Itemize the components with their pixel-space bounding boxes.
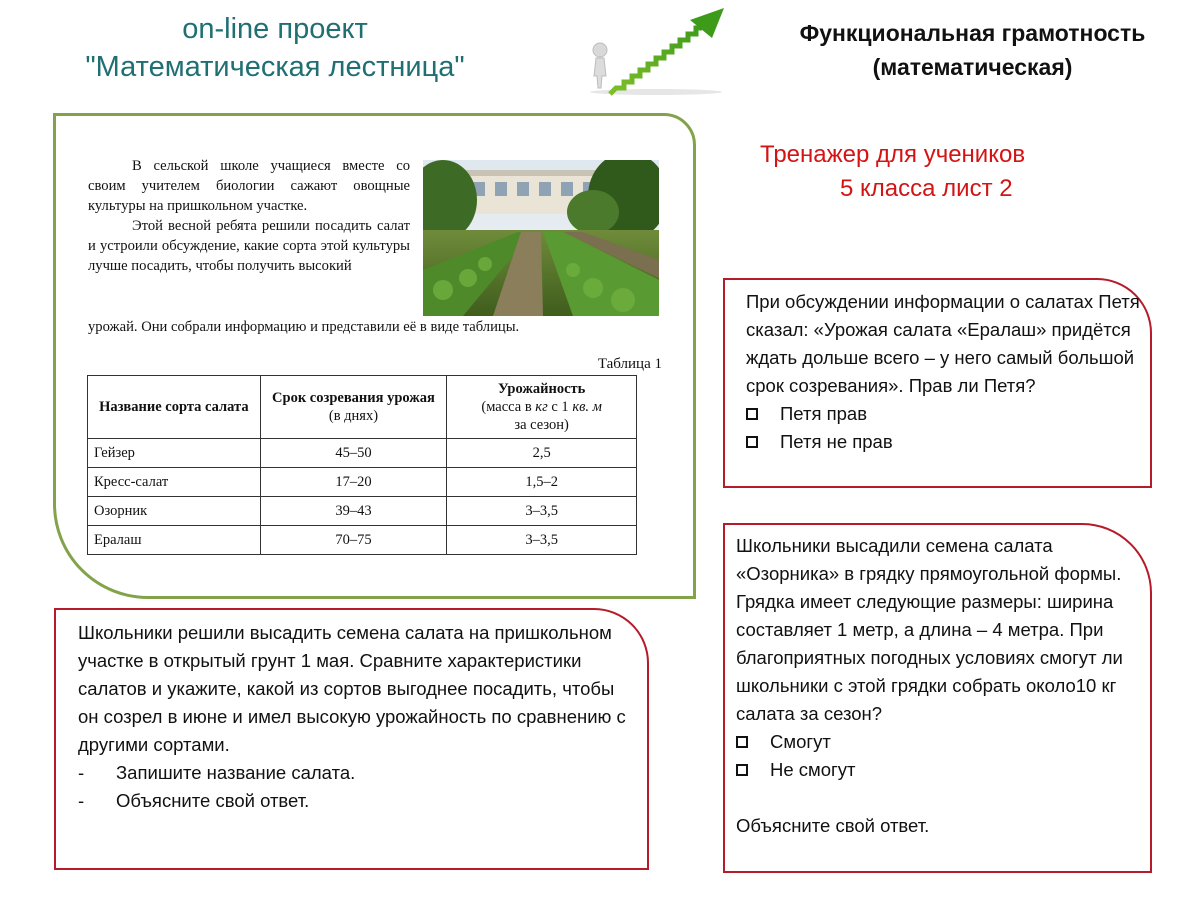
project-title-line1: on-line проект xyxy=(182,13,368,45)
header-variety-name: Название сорта салата xyxy=(88,376,261,439)
list-item-text: Запишите название салата. xyxy=(116,762,356,783)
row-yield: 3–3,5 xyxy=(447,497,637,526)
intro-text xyxy=(88,156,410,276)
yield-sub-part-a: (масса в xyxy=(481,399,536,415)
intro-paragraph-2: Этой весной ребята решили посадить салат и устроили обсуждение, какие сорта этой культуры лучше посадить, чтобы получить высокий xyxy=(88,218,410,274)
project-title-line2: "Математическая лестница" xyxy=(85,51,465,83)
project-title xyxy=(40,10,510,86)
row-yield: 2,5 xyxy=(447,439,637,468)
yield-sub-unit-kg: кг xyxy=(535,399,548,415)
list-item xyxy=(78,759,638,787)
task-planting xyxy=(78,619,638,815)
header-yield-label: Урожайность xyxy=(497,381,586,397)
row-ripening-days: 70–75 xyxy=(260,526,447,555)
table-row xyxy=(88,526,637,555)
header-ripening-label: Срок созревания урожая xyxy=(272,390,435,406)
option-label: Смогут xyxy=(770,731,831,752)
header-ripening xyxy=(260,376,447,439)
task-petya xyxy=(746,288,1141,456)
row-ripening-days: 17–20 xyxy=(260,468,447,497)
list-item-text: Объясните свой ответ. xyxy=(116,790,310,811)
trainer-line2: 5 класса лист 2 xyxy=(840,175,1013,202)
main-title-line1: Функциональная грамотность xyxy=(799,20,1146,46)
row-variety-name: Гейзер xyxy=(88,439,261,468)
explain-prompt: Объясните свой ответ. xyxy=(736,815,930,836)
row-variety-name: Кресс-салат xyxy=(88,468,261,497)
garden-photo xyxy=(423,160,659,316)
salad-varieties-table xyxy=(87,375,637,555)
option-label: Петя не прав xyxy=(780,431,893,452)
option-cannot[interactable] xyxy=(736,756,1141,784)
task-planting-question: Школьники решили высадить семена салата на пришкольном участке в открытый грунт 1 мая. Сравните характеристики салатов и укажите, какой из сортов выгоднее посадить, чтобы он созрел в июне и имел высокую урожайность по сравнению с другими сортами. xyxy=(78,622,626,755)
table-caption: Таблица 1 xyxy=(597,356,662,372)
header-yield-sub xyxy=(451,398,632,434)
option-can[interactable] xyxy=(736,728,1141,756)
intro-paragraph-1: В сельской школе учащиеся вместе со своим учителем биологии сажают овощные культуры на пришкольном участке. xyxy=(88,158,410,214)
option-petya-right[interactable] xyxy=(746,400,1141,428)
table-row xyxy=(88,468,637,497)
trainer-subtitle xyxy=(760,138,1090,206)
table-row xyxy=(88,497,637,526)
header-ripening-sub: (в днях) xyxy=(328,408,379,424)
row-yield: 1,5–2 xyxy=(447,468,637,497)
row-ripening-days: 39–43 xyxy=(260,497,447,526)
header-yield xyxy=(447,376,637,439)
checkbox-icon[interactable] xyxy=(746,436,758,448)
option-label: Не смогут xyxy=(770,759,856,780)
row-ripening-days: 45–50 xyxy=(260,439,447,468)
option-petya-wrong[interactable] xyxy=(746,428,1141,456)
task-garden-bed-question: Школьники высадили семена салата «Озорника» в грядку прямоугольной формы. Грядка имеет следующие размеры: ширина составляет 1 метр, а длина – 4 метра. При благоприятных погодных условиях смогут ли школьники с этой грядки собрать около10 кг салата за сезон? xyxy=(736,535,1123,724)
main-title xyxy=(760,16,1185,84)
table-row xyxy=(88,439,637,468)
checkbox-icon[interactable] xyxy=(736,764,748,776)
dash-bullet: - xyxy=(78,762,85,783)
row-variety-name: Ералаш xyxy=(88,526,261,555)
yield-sub-unit-m: кв. м xyxy=(572,399,602,415)
task-petya-question: При обсуждении информации о салатах Петя сказал: «Урожая салата «Ералаш» придётся ждать дольше всего – у него самый большой срок созревания». Прав ли Петя? xyxy=(746,291,1140,396)
table-header-row xyxy=(88,376,637,439)
row-variety-name: Озорник xyxy=(88,497,261,526)
task-garden-bed xyxy=(736,532,1141,840)
yield-sub-part-b: с 1 xyxy=(547,399,573,415)
intro-paragraph-end: урожай. Они собрали информацию и представили её в виде таблицы. xyxy=(88,319,520,335)
yield-sub-part-c: за сезон) xyxy=(514,417,569,433)
row-yield: 3–3,5 xyxy=(447,526,637,555)
checkbox-icon[interactable] xyxy=(736,736,748,748)
trainer-line1: Тренажер для учеников xyxy=(760,141,1026,168)
main-title-line2: (математическая) xyxy=(872,54,1073,80)
checkbox-icon[interactable] xyxy=(746,408,758,420)
option-label: Петя прав xyxy=(780,403,868,424)
dash-bullet: - xyxy=(78,790,85,811)
list-item xyxy=(78,787,638,815)
person-climbing-stairs-arrow-icon xyxy=(586,8,726,96)
